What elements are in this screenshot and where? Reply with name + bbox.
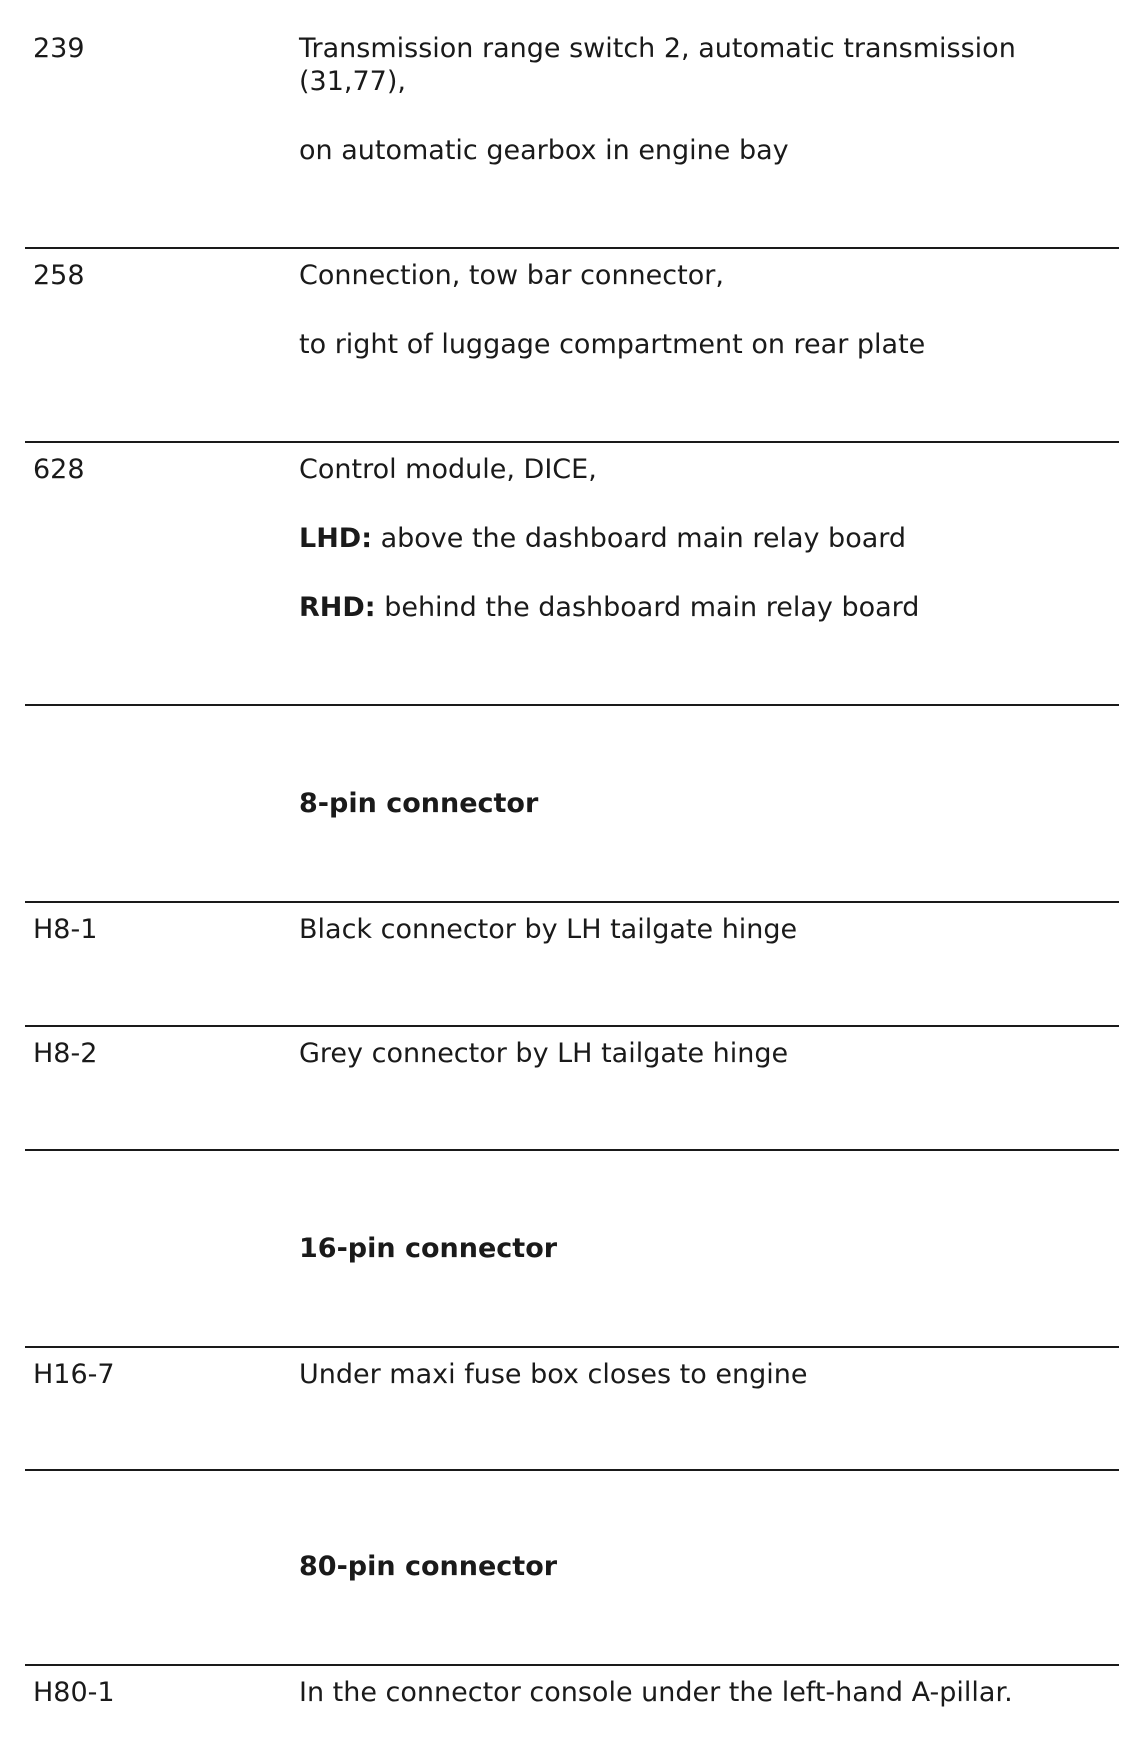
connector-location: In the connector console under the left-hand A-pillar. xyxy=(299,1677,1013,1708)
section-heading: 16-pin connector xyxy=(299,1233,558,1264)
connector-location: Under maxi fuse box closes to engine xyxy=(299,1359,808,1390)
component-location: on automatic gearbox in engine bay xyxy=(299,135,789,166)
row-divider xyxy=(25,1469,1119,1471)
row-divider xyxy=(25,1025,1119,1027)
rhd-text: behind the dashboard main relay board xyxy=(375,592,920,623)
component-description: Transmission range switch 2, automatic transmission xyxy=(299,33,1016,64)
connector-id: H8-2 xyxy=(33,1038,98,1069)
connector-location: Black connector by LH tailgate hinge xyxy=(299,914,798,945)
component-location: to right of luggage compartment on rear plate xyxy=(299,329,926,360)
row-divider xyxy=(25,1149,1119,1151)
lhd-label: LHD: xyxy=(299,523,373,554)
component-id: 239 xyxy=(33,33,85,64)
connector-location: Grey connector by LH tailgate hinge xyxy=(299,1038,789,1069)
lhd-text: above the dashboard main relay board xyxy=(372,523,907,554)
connector-id: H8-1 xyxy=(33,914,98,945)
component-description: (31,77), xyxy=(299,66,406,97)
row-divider xyxy=(25,1346,1119,1348)
component-description: Connection, tow bar connector, xyxy=(299,260,724,291)
connector-id: H80-1 xyxy=(33,1677,115,1708)
lhd-location xyxy=(299,522,906,555)
connector-id: H16-7 xyxy=(33,1359,115,1390)
section-heading: 80-pin connector xyxy=(299,1551,558,1582)
component-description: Control module, DICE, xyxy=(299,454,597,485)
row-divider xyxy=(25,901,1119,903)
row-divider xyxy=(25,1664,1119,1666)
row-divider xyxy=(25,704,1119,706)
row-divider xyxy=(25,247,1119,249)
component-id: 258 xyxy=(33,260,85,291)
rhd-location xyxy=(299,591,919,624)
rhd-label: RHD: xyxy=(299,592,376,623)
section-heading: 8-pin connector xyxy=(299,788,539,819)
component-id: 628 xyxy=(33,454,85,485)
row-divider xyxy=(25,441,1119,443)
